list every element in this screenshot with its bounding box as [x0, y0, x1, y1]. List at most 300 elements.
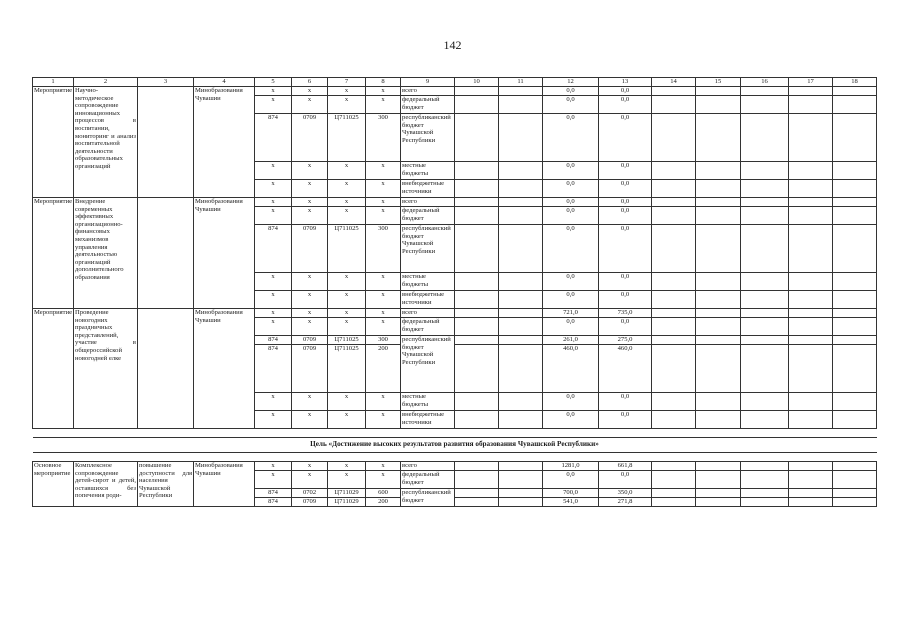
cell-col14: [652, 345, 696, 393]
cell-section: 0709: [292, 114, 328, 162]
spacer-cell: [33, 453, 877, 462]
cell-col17: [789, 198, 833, 207]
cell-col14: [652, 162, 696, 180]
cell-section: х: [292, 462, 328, 471]
cell-col18: [833, 273, 877, 291]
cell-col10: [455, 162, 499, 180]
cell-expense-type: 200: [366, 345, 401, 393]
cell-target-article: х: [328, 87, 366, 96]
cell-col15: [696, 162, 741, 180]
cell-col11: [499, 291, 543, 309]
cell-col14: [652, 198, 696, 207]
cell-col14: [652, 393, 696, 411]
cell-col15: [696, 411, 741, 429]
cell-col10: [455, 345, 499, 393]
activity-name: Проведение новогодних праздничных представлений, участие в общероссийской новогодней елке: [74, 309, 138, 429]
cell-expense-type: х: [366, 87, 401, 96]
cell-source: республиканский бюджет Чувашской Республики: [401, 114, 455, 162]
cell-col16: [741, 225, 789, 273]
cell-col15: [696, 180, 741, 198]
column-header: 6: [292, 78, 328, 87]
cell-col18: [833, 87, 877, 96]
cell-col16: [741, 318, 789, 336]
cell-source: федеральный бюджет: [401, 207, 455, 225]
cell-section: х: [292, 411, 328, 429]
cell-col16: [741, 462, 789, 471]
cell-expense-type: х: [366, 318, 401, 336]
activity-name: Внедрение современных эффективных организационно-финансовых механизмов управления деятельностью организаций дополнительного образования: [74, 198, 138, 309]
cell-col16: [741, 162, 789, 180]
cell-col18: [833, 114, 877, 162]
cell-col10: [455, 498, 499, 507]
cell-col12-value: 0,0: [543, 471, 599, 489]
cell-col14: [652, 225, 696, 273]
cell-source: внебюджетные источники: [401, 291, 455, 309]
cell-section: х: [292, 198, 328, 207]
cell-col17: [789, 207, 833, 225]
cell-col12-value: 0,0: [543, 318, 599, 336]
cell-expense-type: х: [366, 393, 401, 411]
cell-col17: [789, 291, 833, 309]
page-number: 142: [443, 38, 462, 52]
spacer-row: [33, 429, 877, 438]
cell-col12-value: 721,0: [543, 309, 599, 318]
cell-col14: [652, 207, 696, 225]
spacer-cell: [33, 429, 877, 438]
cell-col18: [833, 489, 877, 498]
cell-col17: [789, 462, 833, 471]
cell-col12-value: 460,0: [543, 345, 599, 393]
cell-target-article: х: [328, 393, 366, 411]
cell-section: 0709: [292, 336, 328, 345]
cell-col14: [652, 462, 696, 471]
cell-section: х: [292, 87, 328, 96]
cell-col14: [652, 96, 696, 114]
cell-col10: [455, 489, 499, 498]
column-header: 10: [455, 78, 499, 87]
column-header: 2: [74, 78, 138, 87]
cell-col15: [696, 207, 741, 225]
cell-source: федеральный бюджет: [401, 471, 455, 489]
cell-col10: [455, 336, 499, 345]
cell-grbs: 874: [255, 336, 292, 345]
cell-col12-value: 541,0: [543, 498, 599, 507]
cell-col14: [652, 87, 696, 96]
cell-col15: [696, 489, 741, 498]
activity-executor: Минобразования Чувашии: [194, 309, 255, 429]
column-header: 13: [599, 78, 652, 87]
cell-source: местные бюджеты: [401, 393, 455, 411]
activity-type: Мероприятие: [33, 198, 74, 309]
cell-col18: [833, 393, 877, 411]
cell-col17: [789, 345, 833, 393]
cell-col13-value: 350,0: [599, 489, 652, 498]
cell-expense-type: 300: [366, 114, 401, 162]
cell-col18: [833, 198, 877, 207]
cell-grbs: х: [255, 96, 292, 114]
cell-col12-value: 0,0: [543, 162, 599, 180]
cell-col17: [789, 489, 833, 498]
cell-grbs: х: [255, 291, 292, 309]
cell-col18: [833, 471, 877, 489]
cell-col14: [652, 291, 696, 309]
cell-col17: [789, 225, 833, 273]
cell-col10: [455, 87, 499, 96]
cell-expense-type: х: [366, 198, 401, 207]
cell-section: х: [292, 291, 328, 309]
cell-col11: [499, 273, 543, 291]
cell-grbs: х: [255, 318, 292, 336]
cell-target-article: Ц711029: [328, 498, 366, 507]
cell-grbs: 874: [255, 225, 292, 273]
cell-grbs: х: [255, 198, 292, 207]
cell-col17: [789, 471, 833, 489]
cell-col15: [696, 291, 741, 309]
cell-col18: [833, 411, 877, 429]
cell-col12-value: 0,0: [543, 207, 599, 225]
cell-col10: [455, 291, 499, 309]
cell-section: х: [292, 393, 328, 411]
column-header: 12: [543, 78, 599, 87]
cell-col13-value: 0,0: [599, 318, 652, 336]
cell-col17: [789, 498, 833, 507]
activity-type: Мероприятие: [33, 87, 74, 198]
cell-col16: [741, 471, 789, 489]
column-header: 18: [833, 78, 877, 87]
cell-grbs: х: [255, 309, 292, 318]
cell-grbs: 874: [255, 498, 292, 507]
cell-col15: [696, 114, 741, 162]
cell-col11: [499, 345, 543, 393]
goal-title: Цель «Достижение высоких результатов развития образования Чувашской Республики»: [33, 438, 877, 453]
cell-col13-value: 0,0: [599, 273, 652, 291]
activity-name: Научно-методическое сопровождение инновационных процессов в воспитании, мониторинг и анализ воспитательной деятельности образовательных организаций: [74, 87, 138, 198]
cell-col10: [455, 393, 499, 411]
cell-col17: [789, 87, 833, 96]
cell-col16: [741, 345, 789, 393]
cell-grbs: х: [255, 162, 292, 180]
cell-target-article: Ц711025: [328, 225, 366, 273]
budget-table-sheet: [32, 77, 877, 507]
cell-col11: [499, 471, 543, 489]
cell-section: х: [292, 471, 328, 489]
column-header: 3: [138, 78, 194, 87]
cell-section: х: [292, 180, 328, 198]
cell-col11: [499, 336, 543, 345]
cell-col11: [499, 309, 543, 318]
cell-col13-value: 460,0: [599, 345, 652, 393]
cell-section: х: [292, 162, 328, 180]
cell-target-article: х: [328, 411, 366, 429]
cell-col10: [455, 180, 499, 198]
cell-source: внебюджетные источники: [401, 180, 455, 198]
cell-col18: [833, 336, 877, 345]
cell-source: федеральный бюджет: [401, 318, 455, 336]
cell-col15: [696, 471, 741, 489]
cell-source: республиканский бюджет Чувашской Республики: [401, 336, 455, 393]
cell-grbs: х: [255, 462, 292, 471]
cell-col13-value: 0,0: [599, 87, 652, 96]
cell-col13-value: 271,8: [599, 498, 652, 507]
table-row: [33, 309, 877, 318]
cell-col17: [789, 180, 833, 198]
cell-target-article: х: [328, 162, 366, 180]
cell-col13-value: 0,0: [599, 96, 652, 114]
cell-expense-type: х: [366, 162, 401, 180]
cell-col17: [789, 273, 833, 291]
cell-col11: [499, 318, 543, 336]
cell-col17: [789, 162, 833, 180]
column-header: 5: [255, 78, 292, 87]
cell-col12-value: 261,0: [543, 336, 599, 345]
cell-col15: [696, 225, 741, 273]
cell-col11: [499, 96, 543, 114]
cell-col13-value: 0,0: [599, 114, 652, 162]
cell-source: всего: [401, 87, 455, 96]
cell-col17: [789, 96, 833, 114]
cell-col16: [741, 309, 789, 318]
cell-col12-value: 0,0: [543, 411, 599, 429]
cell-col10: [455, 198, 499, 207]
cell-col17: [789, 393, 833, 411]
cell-col13-value: 0,0: [599, 291, 652, 309]
table-row: [33, 462, 877, 471]
activity-executor: Минобразования Чувашии: [194, 462, 255, 507]
cell-col11: [499, 393, 543, 411]
cell-target-article: х: [328, 273, 366, 291]
cell-col11: [499, 207, 543, 225]
cell-col12-value: 0,0: [543, 273, 599, 291]
cell-col16: [741, 498, 789, 507]
cell-col18: [833, 309, 877, 318]
cell-target-article: Ц711025: [328, 114, 366, 162]
cell-col13-value: 735,0: [599, 309, 652, 318]
cell-col14: [652, 180, 696, 198]
cell-col16: [741, 87, 789, 96]
cell-col16: [741, 489, 789, 498]
cell-target-article: Ц711029: [328, 489, 366, 498]
activity-executor: Минобразования Чувашии: [194, 87, 255, 198]
cell-grbs: 874: [255, 114, 292, 162]
cell-source: всего: [401, 309, 455, 318]
cell-section: 0709: [292, 225, 328, 273]
cell-col15: [696, 393, 741, 411]
cell-col12-value: 0,0: [543, 225, 599, 273]
cell-col18: [833, 96, 877, 114]
cell-col13-value: 0,0: [599, 393, 652, 411]
cell-col15: [696, 318, 741, 336]
column-header: 4: [194, 78, 255, 87]
table-row: [33, 87, 877, 96]
cell-col12-value: 0,0: [543, 180, 599, 198]
cell-section: 0709: [292, 345, 328, 393]
cell-col13-value: 0,0: [599, 207, 652, 225]
cell-grbs: х: [255, 471, 292, 489]
spacer-row: [33, 453, 877, 462]
cell-col12-value: 0,0: [543, 96, 599, 114]
cell-col18: [833, 345, 877, 393]
cell-col16: [741, 180, 789, 198]
cell-source: республиканский бюджет: [401, 489, 455, 507]
activity-type: Основное мероприятие: [33, 462, 74, 507]
cell-expense-type: х: [366, 309, 401, 318]
cell-col15: [696, 273, 741, 291]
cell-col10: [455, 462, 499, 471]
cell-grbs: х: [255, 273, 292, 291]
cell-target-article: Ц711025: [328, 336, 366, 345]
activity-col3: [138, 87, 194, 198]
cell-col11: [499, 198, 543, 207]
cell-source: всего: [401, 198, 455, 207]
cell-grbs: 874: [255, 489, 292, 498]
cell-col16: [741, 393, 789, 411]
cell-col10: [455, 273, 499, 291]
cell-target-article: х: [328, 96, 366, 114]
column-header: 7: [328, 78, 366, 87]
cell-source: федеральный бюджет: [401, 96, 455, 114]
cell-col13-value: 0,0: [599, 471, 652, 489]
cell-col13-value: 0,0: [599, 180, 652, 198]
cell-col11: [499, 225, 543, 273]
cell-col16: [741, 291, 789, 309]
cell-grbs: 874: [255, 345, 292, 393]
activity-executor: Минобразования Чувашии: [194, 198, 255, 309]
cell-col16: [741, 114, 789, 162]
cell-col14: [652, 309, 696, 318]
cell-target-article: х: [328, 207, 366, 225]
cell-source: республиканский бюджет Чувашской Республики: [401, 225, 455, 273]
cell-col14: [652, 411, 696, 429]
cell-section: 0709: [292, 498, 328, 507]
column-header: 1: [33, 78, 74, 87]
cell-col18: [833, 225, 877, 273]
cell-col11: [499, 462, 543, 471]
cell-expense-type: х: [366, 471, 401, 489]
column-header: 9: [401, 78, 455, 87]
cell-col16: [741, 96, 789, 114]
cell-col16: [741, 207, 789, 225]
cell-col12-value: 700,0: [543, 489, 599, 498]
cell-col10: [455, 96, 499, 114]
cell-col17: [789, 318, 833, 336]
column-header: 14: [652, 78, 696, 87]
cell-expense-type: 600: [366, 489, 401, 498]
cell-col14: [652, 114, 696, 162]
cell-col15: [696, 345, 741, 393]
cell-col11: [499, 411, 543, 429]
cell-expense-type: х: [366, 291, 401, 309]
cell-expense-type: х: [366, 462, 401, 471]
column-header: 8: [366, 78, 401, 87]
cell-col18: [833, 162, 877, 180]
cell-col12-value: 0,0: [543, 393, 599, 411]
cell-col11: [499, 489, 543, 498]
cell-col12-value: 1281,0: [543, 462, 599, 471]
cell-section: х: [292, 309, 328, 318]
cell-col15: [696, 309, 741, 318]
cell-target-article: х: [328, 462, 366, 471]
cell-col13-value: 0,0: [599, 198, 652, 207]
cell-target-article: х: [328, 309, 366, 318]
column-header: 11: [499, 78, 543, 87]
cell-col10: [455, 225, 499, 273]
cell-col10: [455, 471, 499, 489]
cell-section: 0702: [292, 489, 328, 498]
cell-grbs: х: [255, 393, 292, 411]
cell-col11: [499, 114, 543, 162]
cell-col16: [741, 273, 789, 291]
cell-col15: [696, 96, 741, 114]
cell-col14: [652, 336, 696, 345]
cell-col17: [789, 336, 833, 345]
cell-col13-value: 0,0: [599, 225, 652, 273]
cell-source: всего: [401, 462, 455, 471]
cell-col15: [696, 336, 741, 345]
cell-target-article: х: [328, 471, 366, 489]
cell-target-article: х: [328, 180, 366, 198]
cell-source: местные бюджеты: [401, 273, 455, 291]
goal-row: [33, 438, 877, 453]
cell-expense-type: 300: [366, 225, 401, 273]
cell-section: х: [292, 273, 328, 291]
column-header: 16: [741, 78, 789, 87]
cell-target-article: х: [328, 291, 366, 309]
cell-col11: [499, 87, 543, 96]
cell-col15: [696, 87, 741, 96]
cell-col13-value: 0,0: [599, 162, 652, 180]
cell-expense-type: х: [366, 411, 401, 429]
activity-col3: [138, 198, 194, 309]
cell-expense-type: х: [366, 273, 401, 291]
cell-col17: [789, 309, 833, 318]
cell-col16: [741, 336, 789, 345]
cell-col18: [833, 462, 877, 471]
cell-expense-type: 300: [366, 336, 401, 345]
cell-col10: [455, 318, 499, 336]
cell-section: х: [292, 318, 328, 336]
cell-col14: [652, 471, 696, 489]
cell-col17: [789, 411, 833, 429]
cell-grbs: х: [255, 411, 292, 429]
cell-col12-value: 0,0: [543, 87, 599, 96]
cell-expense-type: х: [366, 96, 401, 114]
column-header: 17: [789, 78, 833, 87]
cell-col13-value: 0,0: [599, 411, 652, 429]
cell-grbs: х: [255, 87, 292, 96]
cell-source: внебюджетные источники: [401, 411, 455, 429]
cell-expense-type: х: [366, 207, 401, 225]
header-row: [33, 78, 877, 87]
cell-col10: [455, 411, 499, 429]
cell-col14: [652, 318, 696, 336]
cell-col11: [499, 498, 543, 507]
cell-col10: [455, 207, 499, 225]
cell-col15: [696, 198, 741, 207]
cell-col18: [833, 180, 877, 198]
cell-col18: [833, 318, 877, 336]
cell-col18: [833, 291, 877, 309]
activity-col3: повышение доступности для населения Чувашской Республики: [138, 462, 194, 507]
cell-col14: [652, 498, 696, 507]
activity-name: Комплексное сопровождение детей-сирот и детей, оставшихся без попечения роди-: [74, 462, 138, 507]
cell-col10: [455, 309, 499, 318]
cell-grbs: х: [255, 207, 292, 225]
cell-col12-value: 0,0: [543, 114, 599, 162]
cell-col18: [833, 498, 877, 507]
cell-col15: [696, 498, 741, 507]
cell-col13-value: 275,0: [599, 336, 652, 345]
cell-col15: [696, 462, 741, 471]
